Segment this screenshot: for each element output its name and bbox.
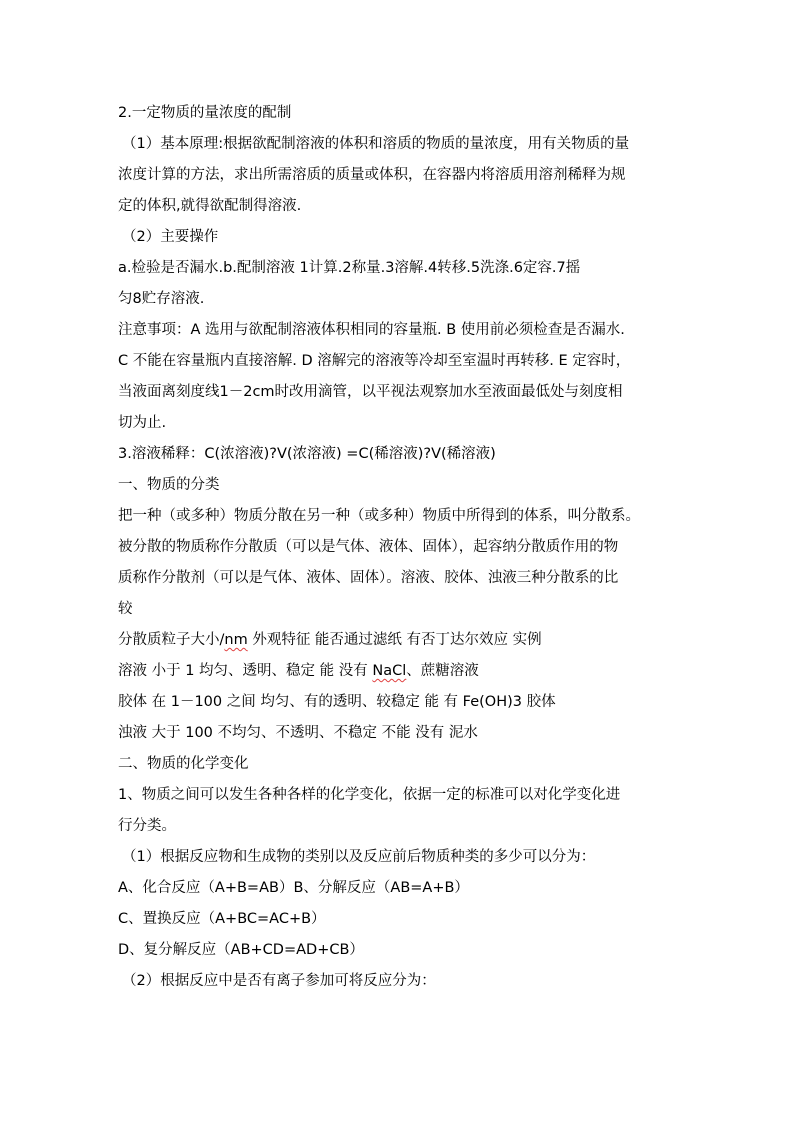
paragraph-line: （1）基本原理:根据欲配制溶液的体积和溶质的物质的量浓度，用有关物质的量 [122,136,630,152]
paragraph-line: 被分散的物质称作分散质（可以是气体、液体、固体），起容纳分散质作用的物 [118,539,619,555]
reaction-type-line: D、复分解反应（AB+CD=AD+CB） [118,942,364,958]
paragraph-line: 匀8贮存溶液. [118,291,205,307]
comparison-row-colloid: 胶体 在 1－100 之间 均匀、有的透明、较稳定 能 有 Fe(OH)3 胶体 [118,694,556,710]
comparison-row-suspension: 浊液 大于 100 不均匀、不透明、不稳定 不能 没有 泥水 [118,725,478,741]
paragraph-line: 行分类。 [118,818,176,834]
paragraph-line: C 不能在容量瓶内直接溶解. D 溶解完的溶液等冷却至室温时再转移. E 定容时， [118,353,631,369]
paragraph-line: 切为止. [118,415,167,431]
paragraph-line: （1）根据反应物和生成物的类别以及反应前后物质种类的多少可以分为： [122,849,596,865]
dilution-formula: 3.溶液稀释：C(浓溶液)?V(浓溶液) =C(稀溶液)?V(稀溶液) [118,446,496,462]
paragraph-line: 较 [118,601,133,617]
reaction-type-line: A、化合反应（A+B=AB）B、分解反应（AB=A+B） [118,880,469,896]
solution-row-post: 、蔗糖溶液 [406,663,479,679]
section-heading-solution-prep: 2.一定物质的量浓度的配制 [118,105,292,121]
comparison-header [118,625,693,656]
section-heading-chemical-change: 二、物质的化学变化 [118,756,249,772]
paragraph-line: 质称作分散剂（可以是气体、液体、固体）。溶液、胶体、浊液三种分散系的比 [118,570,619,586]
reaction-type-line: C、置换反应（A+BC=AC+B） [118,911,326,927]
solution-row-pre: 溶液 小于 1 均匀、透明、稳定 能 没有 [118,663,373,679]
paragraph-line: 当液面离刻度线1－2cm时改用滴管，以平视法观察加水至液面最低处与刻度相 [118,384,623,400]
paragraph-line: 1、物质之间可以发生各种各样的化学变化，依据一定的标准可以对化学变化进 [118,787,621,803]
section-heading-classification: 一、物质的分类 [118,477,220,493]
document-body [118,98,693,997]
subheading-main-operations: （2）主要操作 [122,229,219,245]
paragraph-line: （2）根据反应中是否有离子参加可将反应分为： [122,973,436,989]
paragraph-line: 注意事项：A 选用与欲配制溶液体积相同的容量瓶. B 使用前必须检查是否漏水. [118,322,625,338]
comparison-header-pre: 分散质粒子大小/ [118,632,225,648]
comparison-row-solution [118,656,693,687]
comparison-header-post: 外观特征 能否通过滤纸 有否丁达尔效应 实例 [247,632,542,648]
unit-nm-flagged: nm [224,632,248,648]
paragraph-line: 把一种（或多种）物质分散在另一种（或多种）物质中所得到的体系，叫分散系。 [118,508,640,524]
paragraph-line: 定的体积,就得欲配制得溶液. [118,198,302,214]
paragraph-line: a.检验是否漏水.b.配制溶液 1计算.2称量.3溶解.4转移.5洗涤.6定容.7摇 [118,260,581,276]
formula-nacl-flagged: NaCl [372,663,407,679]
paragraph-line: 浓度计算的方法，求出所需溶质的质量或体积，在容器内将溶质用溶剂稀释为规 [118,167,626,183]
